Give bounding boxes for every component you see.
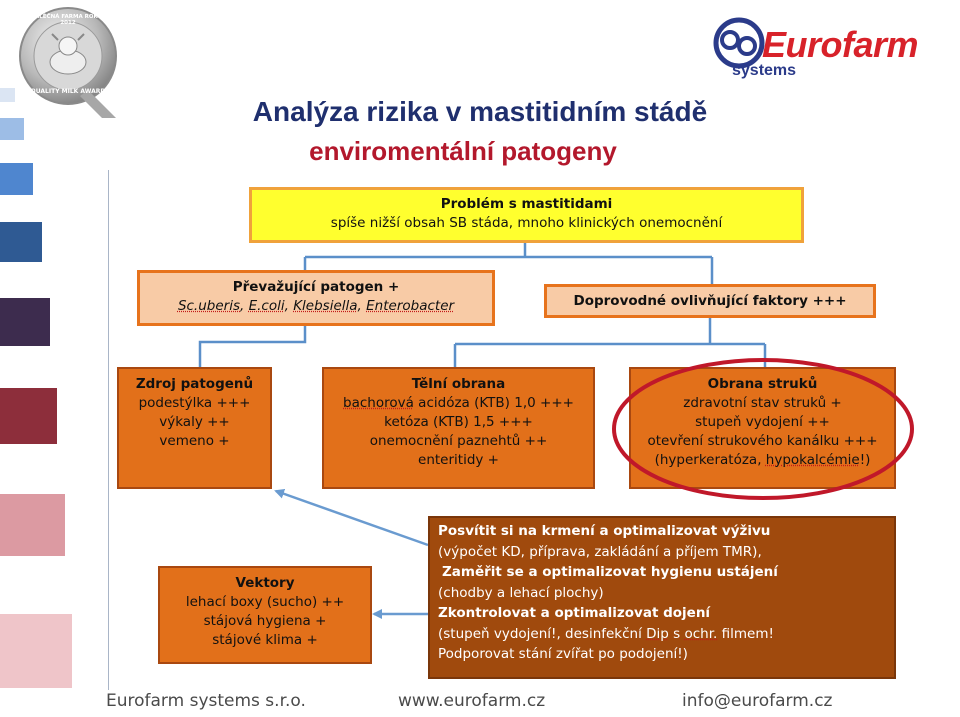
source-line-3: vemeno + [159,433,230,449]
source-line-1: podestýlka +++ [138,395,251,411]
action-1: Posvítit si na krmení a optimalizovat výživu [438,523,771,539]
teat-line-1: zdravotní stav struků + [683,395,842,411]
defense-line-1 [324,394,593,413]
action-3: Zkontrolovat a optimalizovat dojení [438,605,711,621]
action-1-detail: (výpočet KD, příprava, zakládání a příjem TMR), [438,543,762,560]
footer-email[interactable]: info@eurofarm.cz [682,691,833,711]
action-3-detail-d: ochr. [684,625,718,642]
actions-box [428,516,896,679]
footer-company: Eurofarm systems s.r.o. [106,691,306,711]
page-title: Analýza rizika v mastitidním stádě [252,96,708,127]
pathogen-box [137,270,495,326]
problem-text: spíše nižší obsah SB stáda, mnoho klinických onemocnění [330,215,723,231]
action-3-detail-c: s [668,625,685,642]
teat-line-3: otevření strukového kanálku +++ [647,433,878,449]
defense-line-1a: bachorová [343,395,414,411]
source-heading: Zdroj patogenů [135,376,254,392]
highlight-ellipse [608,355,918,503]
factors-heading: Doprovodné ovlivňující faktory +++ [573,293,847,309]
action-2: Zaměřit se a optimalizovat hygienu ustájení [442,564,778,580]
problem-heading: Problém s mastitidami [440,196,613,212]
defense-line-4: enteritidy + [418,452,499,468]
vectors-line-3: stájové klima + [212,632,318,648]
action-3-detail-e: filmem! [717,625,774,642]
problem-box [249,187,804,243]
factors-box [544,284,876,318]
teat-line-4b: hypokalcémie [765,452,860,468]
defense-box [322,367,595,489]
vectors-line-1: lehací boxy (sucho) ++ [185,594,345,610]
defense-line-3: onemocnění paznehtů ++ [369,433,548,449]
vectors-heading: Vektory [235,575,295,591]
brand-name: Eurofarm [762,24,919,65]
award-text-top: MLÉČNÁ FARMA ROKU 2012 [33,14,103,26]
vectors-line-2: stájová hygiena + [203,613,327,629]
defense-line-1b: acidóza (KTB) 1,0 +++ [413,395,574,411]
teat-heading: Obrana struků [707,376,818,392]
defense-line-2: ketóza (KTB) 1,5 +++ [384,414,533,430]
pathogen-item-enterobacter: Enterobacter [366,298,455,314]
pathogen-item-ecoli: E.coli [248,298,285,314]
brand-sub: systems [732,62,797,79]
source-box [117,367,272,489]
teat-line-2: stupeň vydojení ++ [695,414,830,430]
action-3-detail-b: Dip [646,625,669,642]
pathogen-item-scuberis: Sc.uberis [177,298,240,314]
action-4: Podporovat stání zvířat po podojení!) [438,646,688,662]
teat-line-4c: !) [859,452,871,468]
action-3-detail [438,624,886,645]
action-2-detail: (chodby a lehací plochy) [438,584,604,601]
vectors-box [158,566,372,664]
award-text-bottom: QUALITY MILK AWARD [30,88,106,95]
teat-line-4a: (hyperkeratóza, [654,452,766,468]
pathogen-heading: Převažující patogen + [232,279,400,295]
source-line-2: výkaly ++ [159,414,230,430]
action-3-detail-a: (stupeň vydojení!, desinfekční [438,625,647,642]
defense-heading: Tělní obrana [411,376,506,392]
page-subtitle: enviromentální patogeny [309,136,617,166]
pathogen-list: Sc.uberis, E.coli, Klebsiella, Enterobacter [177,298,455,314]
footer-web[interactable]: www.eurofarm.cz [398,691,546,711]
pathogen-item-klebsiella: Klebsiella [293,298,358,314]
